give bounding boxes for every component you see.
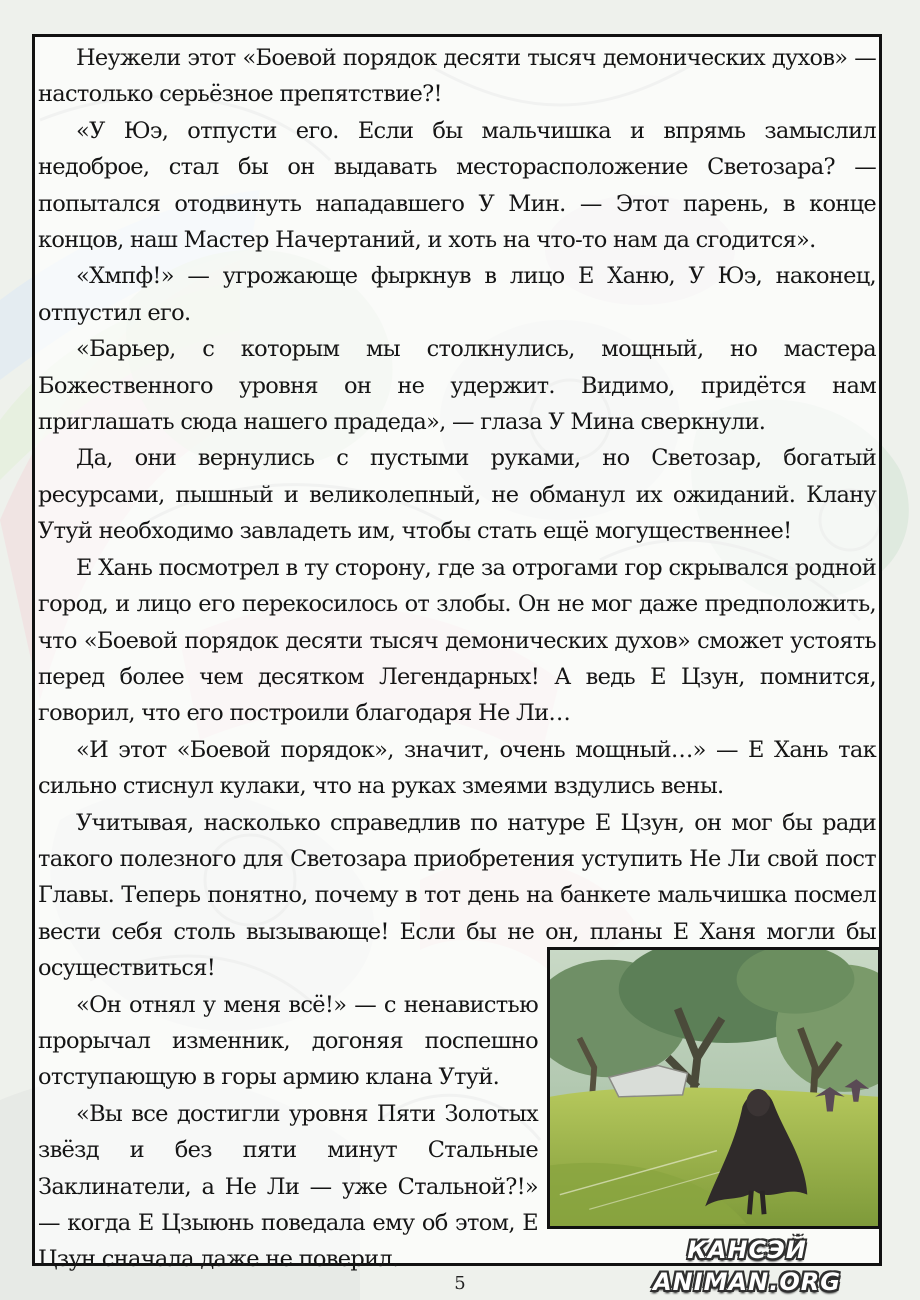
paragraph: Учитывая, насколько справедлив по натуре Е Цзун, он мог бы ради такого полезного для Светозара приобретения уступить Не Ли свой пост Главы. Теперь понятно, почему в тот день на банкете мальчишка посмел вести себя столь вызывающе! Если бы не он, планы Е Ханя могли бы осуществиться! <box>38 809 876 982</box>
paragraph: «Он отнял у меня всё!» — с ненавистью прорычал изменник, догоняя поспешно отступающую в горы армию клана Утуй. <box>38 991 538 1091</box>
paragraph: «Вы все достигли уровня Пяти Золотых звёзд и без пяти минут Стальные Заклинатели, а Не Ли — уже Стальной?!» — когда Е Цзыюнь поведала ему об этом, Е Цзун сначала даже не поверил. <box>38 1100 538 1273</box>
page-number: 5 <box>454 1273 466 1294</box>
paragraph: «И этот «Боевой порядок», значит, очень мощный…» — Е Хань так сильно стиснул кулаки, что на руках змеями вздулись вены. <box>38 736 876 800</box>
paragraph: Е Хань посмотрел в ту сторону, где за отрогами гор скрывался родной город, и лицо его перекосилось от злобы. Он не мог даже предположить, что «Боевой порядок десяти тысяч демонических духов» сможет устоять перед более чем десятком Легендарных! А ведь Е Цзун, помнится, говорил, что его построили благодаря Не Ли… <box>38 554 876 727</box>
paragraph: Да, они вернулись с пустыми руками, но Светозар, богатый ресурсами, пышный и великолепный, не обманул их ожиданий. Клану Утуй необходимо завладеть им, чтобы стать ещё могущественнее! <box>38 445 876 545</box>
illustration-cloaked-figure-in-forest <box>547 947 881 1229</box>
paragraph: «У Юэ, отпусти его. Если бы мальчишка и впрямь замыслил недоброе, стал бы он выдавать месторасположение Светозара? — попытался отодвинуть нападавшего У Мин. — Этот парень, в конце концов, наш Мастер Начертаний, и хоть на что-то нам да сгодится». <box>38 117 876 254</box>
watermark-logo: КАНСЭЙ ANIMAN.ORG <box>653 1236 841 1296</box>
paragraph: «Барьер, с которым мы столкнулись, мощный, но мастера Божественного уровня он не удержит. Видимо, придётся нам приглашать сюда нашего прадеда», — глаза У Мина сверкнули. <box>38 336 876 436</box>
paragraph: Неужели этот «Боевой порядок десяти тысяч демонических духов» — настолько серьёзное препятствие?! <box>38 45 876 108</box>
paragraph: «Хмпф!» — угрожающе фыркнув в лицо Е Ханю, У Юэ, наконец, отпустил его. <box>38 263 876 326</box>
